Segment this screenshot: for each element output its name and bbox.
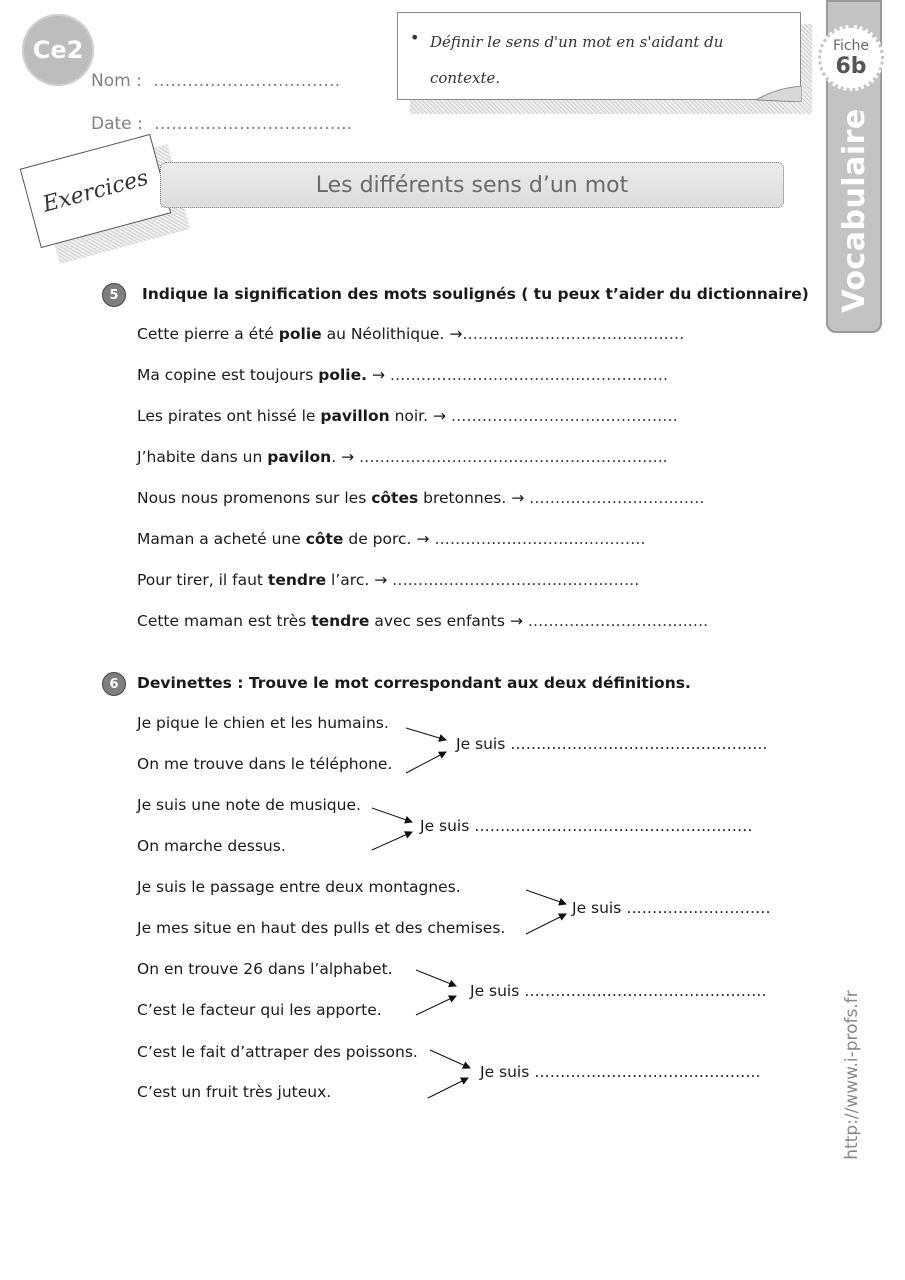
- exercise-5-item: [137, 489, 705, 507]
- exercise-6-instruction: Devinettes : Trouve le mot correspondant aux deux définitions.: [137, 674, 691, 692]
- exercise-number-6: 6: [102, 672, 126, 696]
- arrow-icon: [406, 728, 446, 740]
- fiche-badge: [818, 25, 884, 91]
- exercise-number-5: 5: [102, 283, 126, 307]
- answer-line[interactable]: ………….…………………………: [462, 325, 685, 343]
- answer-line[interactable]: ……………………….……: [529, 489, 705, 507]
- date-line: ……………………………..: [154, 114, 352, 134]
- target-word: côtes: [371, 489, 419, 507]
- riddle-definition: Je mes situe en haut des pulls et des chemises.: [137, 919, 506, 937]
- sentence-text: →: [367, 366, 390, 384]
- target-word: tendre: [267, 571, 327, 589]
- sentence-text: au Néolithique. →: [321, 325, 463, 343]
- target-word: polie: [278, 325, 322, 343]
- exercise-5-item: [137, 366, 668, 384]
- sentence-text: avec ses enfants →: [369, 612, 528, 630]
- page-title: Les différents sens d’un mot: [315, 172, 629, 198]
- arrow-icon: [430, 1050, 470, 1068]
- riddle-definition: C’est un fruit très juteux.: [137, 1083, 332, 1101]
- sentence-text: Pour tirer, il faut: [137, 571, 268, 589]
- sentence-text: Maman a acheté une: [137, 530, 306, 548]
- arrow-icon: [416, 996, 456, 1015]
- riddle-definition: Je suis une note de musique.: [137, 796, 361, 814]
- arrow-icon: [526, 890, 566, 904]
- riddle-definition: On me trouve dans le téléphone.: [137, 755, 393, 773]
- bullet-icon: •: [410, 28, 420, 47]
- answer-line[interactable]: ………………………….….: [527, 612, 709, 630]
- riddle-answer-line[interactable]: Je suis …………….………….………………: [470, 982, 767, 1000]
- sentence-text: Cette maman est très: [137, 612, 312, 630]
- answer-line[interactable]: …….……….………….……….………………..: [359, 448, 668, 466]
- subject-label: Vocabulaire: [836, 107, 872, 313]
- riddle-answer-line[interactable]: Je suis …….…………….………….…………..: [456, 735, 768, 753]
- fiche-number: 6b: [835, 54, 867, 79]
- arrow-icon: [416, 970, 456, 986]
- riddle-definition: C’est le facteur qui les apporte.: [137, 1001, 382, 1019]
- riddle-answer-line[interactable]: Je suis …….…………………….………….………: [420, 817, 753, 835]
- answer-line[interactable]: ……….………………….……….……: [392, 571, 640, 589]
- riddle-definition: Je suis le passage entre deux montagnes.: [137, 878, 461, 896]
- riddle-answer-line[interactable]: Je suis …………..…………….…………..: [480, 1063, 761, 1081]
- sentence-text: J’habite dans un: [137, 448, 268, 466]
- sentence-text: noir. →: [389, 407, 451, 425]
- exercise-5-item: [137, 612, 708, 630]
- website-url[interactable]: http://www.i-profs.fr: [842, 990, 862, 1160]
- page-curl-icon: [756, 86, 802, 102]
- sentence-text: bretonnes. →: [418, 489, 530, 507]
- arrow-icon: [526, 914, 566, 934]
- arrow-icon: [372, 832, 412, 850]
- exercise-5-item: [137, 407, 678, 425]
- level-badge: Ce2: [22, 14, 94, 86]
- answer-line[interactable]: ………….………….……….………………: [389, 366, 669, 384]
- website-container: [832, 980, 872, 1170]
- fiche-label: Fiche: [832, 38, 870, 54]
- riddle-definition: C’est le fait d’attraper des poissons.: [137, 1043, 418, 1061]
- exercise-5-item: [137, 325, 684, 343]
- answer-line[interactable]: …………….………….……………: [450, 407, 678, 425]
- target-word: polie.: [318, 366, 368, 384]
- exercise-5-item: [137, 571, 639, 589]
- target-word: pavilon: [267, 448, 332, 466]
- target-word: tendre: [311, 612, 370, 630]
- date-label: Date :: [91, 114, 143, 134]
- sentence-text: l’arc. →: [326, 571, 393, 589]
- title-banner: [160, 162, 784, 208]
- sentence-text: Cette pierre a été: [137, 325, 279, 343]
- riddle-definition: On marche dessus.: [137, 837, 286, 855]
- name-line: ……………………………: [153, 71, 341, 91]
- subject-label-container: [826, 100, 882, 320]
- arrow-icon: [406, 752, 446, 773]
- sentence-text: Nous nous promenons sur les: [137, 489, 372, 507]
- riddle-answer-line[interactable]: Je suis ………….……………: [572, 899, 771, 917]
- target-word: pavillon: [320, 407, 390, 425]
- sentence-text: Ma copine est toujours: [137, 366, 319, 384]
- arrow-icon: [428, 1078, 468, 1098]
- name-field[interactable]: [91, 71, 340, 91]
- sentence-text: . →: [331, 448, 359, 466]
- exercise-5-item: [137, 530, 646, 548]
- target-word: côte: [305, 530, 344, 548]
- riddle-definition: Je pique le chien et les humains.: [137, 714, 389, 732]
- sentence-text: de porc. →: [343, 530, 435, 548]
- arrow-icon: [372, 808, 412, 822]
- stamp-label: Exercices: [40, 164, 151, 218]
- answer-line[interactable]: ………….…………….…………: [434, 530, 646, 548]
- objective-text: Définir le sens d'un mot en s'aidant du contexte.: [430, 33, 724, 87]
- exercise-5-instruction: Indique la signification des mots soulignés ( tu peux t’aider du dictionnaire): [142, 285, 809, 303]
- name-label: Nom :: [91, 71, 142, 91]
- date-field[interactable]: [91, 114, 352, 134]
- riddle-definition: On en trouve 26 dans l’alphabet.: [137, 960, 393, 978]
- exercise-5-item: [137, 448, 668, 466]
- sentence-text: Les pirates ont hissé le: [137, 407, 321, 425]
